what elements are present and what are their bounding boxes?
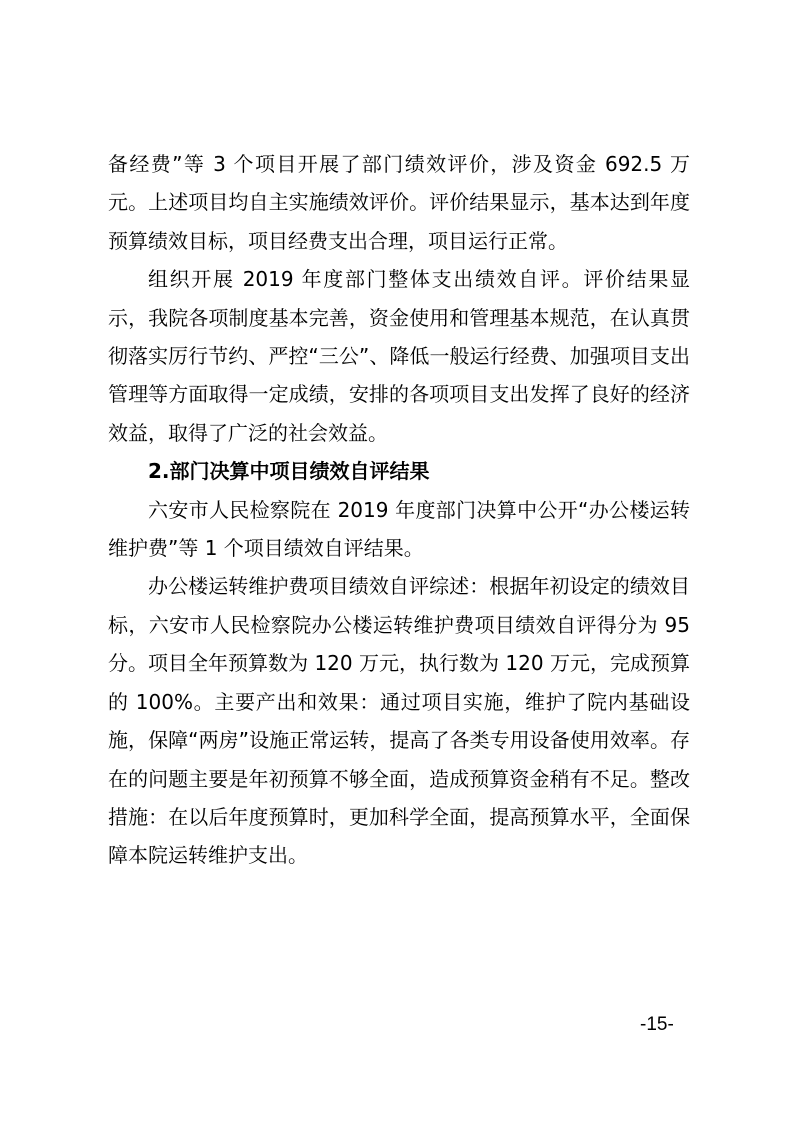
paragraph-disclosure: 六安市人民检察院在 2019 年度部门决算中公开“办公楼运转维护费”等 1 个项目绩效自评结果。: [108, 497, 690, 561]
document-body: [108, 145, 690, 875]
paragraph-continuation: 备经费”等 3 个项目开展了部门绩效评价，涉及资金 692.5 万元。上述项目均自主实施绩效评价。评价结果显示，基本达到年度预算绩效目标，项目经费支出合理，项目运行正常。: [108, 152, 690, 253]
paragraph-project-summary: 办公楼运转维护费项目绩效自评综述：根据年初设定的绩效目标，六安市人民检察院办公楼运转维护费项目绩效自评得分为 95 分。项目全年预算数为 120 万元，执行数为 120 万元，完成预算的 100%。主要产出和效果：通过项目实施，维护了院内基础设施，保障“两房”设施正常运转，提高了各类专用设备使用效率。存在的问题主要是年初预算不够全面，造成预算资金稍有不足。整改措施：在以后年度预算时，更加科学全面，提高预算水平，全面保障本院运转维护支出。: [108, 574, 690, 868]
page-number: -15-: [640, 1014, 674, 1035]
section-heading: 2.部门决算中项目绩效自评结果: [148, 459, 430, 484]
paragraph-overall-self-evaluation: 组织开展 2019 年度部门整体支出绩效自评。评价结果显示，我院各项制度基本完善，资金使用和管理基本规范，在认真贯彻落实厉行节约、严控“三公”、降低一般运行经费、加强项目支出管理等方面取得一定成绩，安排的各项项目支出发挥了良好的经济效益，取得了广泛的社会效益。: [108, 267, 690, 445]
